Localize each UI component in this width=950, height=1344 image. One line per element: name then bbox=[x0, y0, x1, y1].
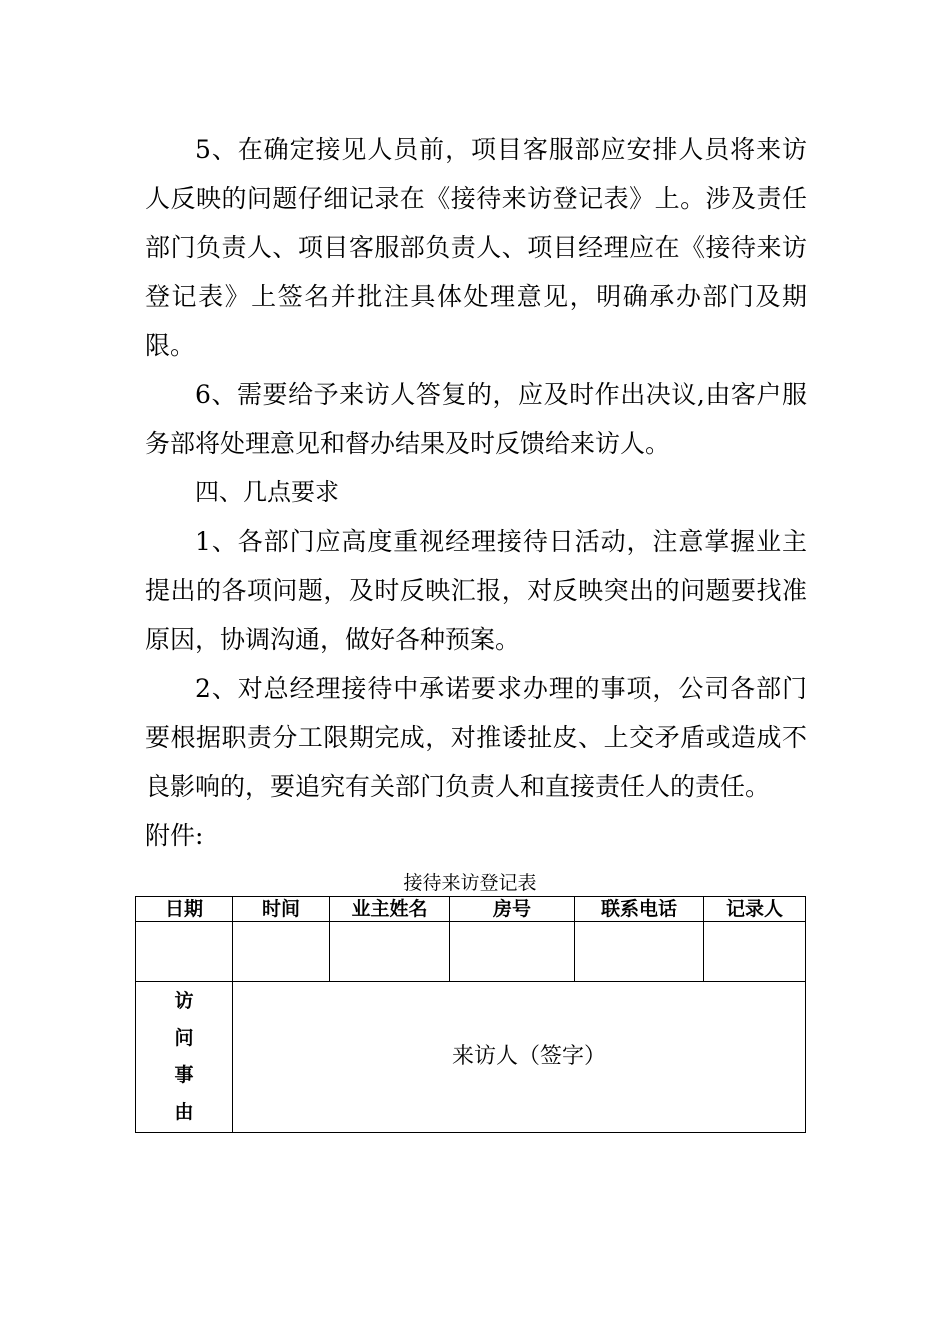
paragraph-5: 5、在确定接见人员前，项目客服部应安排人员将来访人反映的问题仔细记录在《接待来访登记表》上。涉及责任部门负责人、项目客服部负责人、项目经理应在《接待来访登记表》上签名并批注具体处理意见，明确承办部门及期限。 bbox=[145, 135, 807, 360]
header-date: 日期 bbox=[136, 897, 233, 922]
phone-cell[interactable] bbox=[575, 922, 704, 982]
header-recorder: 记录人 bbox=[704, 897, 806, 922]
header-phone: 联系电话 bbox=[575, 897, 704, 922]
visit-registration-form bbox=[135, 896, 806, 1133]
time-cell[interactable] bbox=[233, 922, 330, 982]
recorder-cell[interactable] bbox=[704, 922, 806, 982]
header-room-number: 房号 bbox=[450, 897, 575, 922]
visitor-signature-label: 来访人（签字） bbox=[451, 1043, 606, 1069]
visit-reason-cell[interactable] bbox=[233, 982, 806, 1133]
requirement-1: 1、各部门应高度重视经理接待日活动，注意掌握业主提出的各项问题，及时反映汇报，对反映突出的问题要找准原因，协调沟通，做好各种预案。 bbox=[145, 527, 807, 654]
body-text bbox=[145, 125, 807, 860]
attachment-label: 附件: bbox=[145, 821, 204, 850]
section-heading: 四、几点要求 bbox=[195, 478, 339, 506]
form-header-row bbox=[136, 897, 806, 922]
visit-reason-row bbox=[136, 982, 806, 1133]
requirement-2: 2、对总经理接待中承诺要求办理的事项，公司各部门要根据职责分工限期完成，对推诿扯皮、上交矛盾或造成不良影响的，要追究有关部门负责人和直接责任人的责任。 bbox=[145, 674, 807, 801]
room-number-cell[interactable] bbox=[450, 922, 575, 982]
header-time: 时间 bbox=[233, 897, 330, 922]
header-owner-name: 业主姓名 bbox=[330, 897, 450, 922]
paragraph-6: 6、需要给予来访人答复的，应及时作出决议,由客户服务部将处理意见和督办结果及时反馈给来访人。 bbox=[145, 380, 807, 458]
visit-reason-label: 访 问 事 由 bbox=[136, 982, 233, 1133]
form-title: 接待来访登记表 bbox=[403, 872, 537, 894]
form-entry-row bbox=[136, 922, 806, 982]
date-cell[interactable] bbox=[136, 922, 233, 982]
owner-name-cell[interactable] bbox=[330, 922, 450, 982]
